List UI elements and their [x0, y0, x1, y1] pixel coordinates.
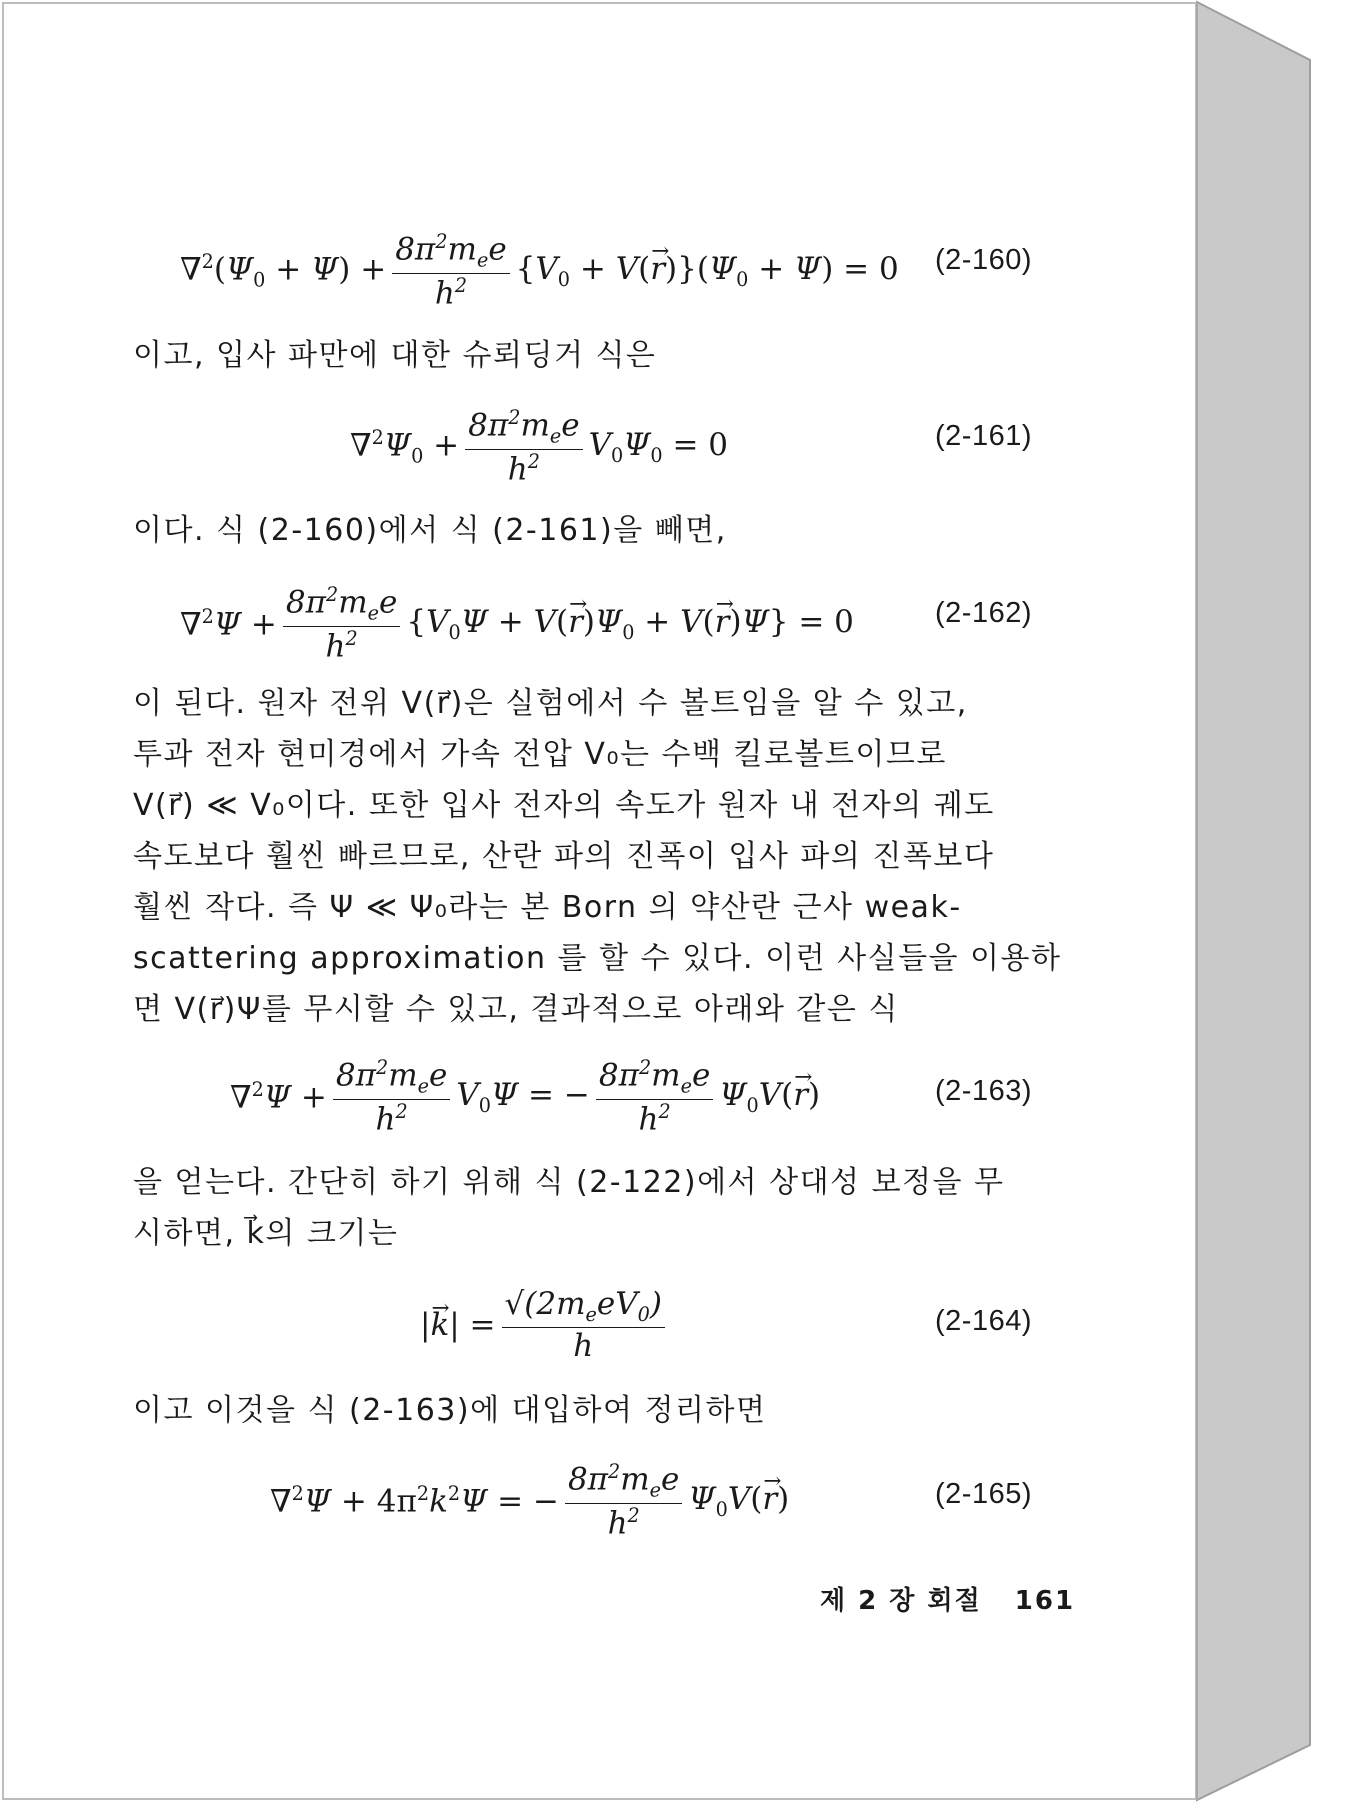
- paragraph: [133, 678, 1062, 1035]
- text-line: 투과 전자 현미경에서 가속 전압 V₀는 수백 킬로볼트이므로: [133, 737, 947, 772]
- paragraph: 이다. 식 (2-160)에서 식 (2-161)을 빼면,: [133, 513, 727, 548]
- equation-2-162: ∇$^2$Ψ + $\frac{8\pi^2m_ee}{h^2}$ $\{V_0\Psi + V(\to r)\Psi_0 + V(\to r)\Psi\} = 0$: [180, 585, 854, 663]
- text-line: V(r⃗) ≪ V₀이다. 또한 입사 전자의 속도가 원자 내 전자의 궤도: [133, 788, 995, 823]
- equation-number: (2-161): [935, 420, 1032, 452]
- equation-number: (2-160): [935, 244, 1032, 276]
- paragraph: [133, 1157, 1005, 1259]
- text-line: 시하면, k⃗의 크기는: [133, 1216, 399, 1251]
- text-line: 을 얻는다. 간단히 하기 위해 식 (2-122)에서 상대성 보정을 무: [133, 1165, 1005, 1200]
- text-line: scattering approximation 를 할 수 있다. 이런 사실들을 이용하: [133, 941, 1062, 976]
- equation-2-163: ∇$^2$Ψ + $\frac{8\pi^2m_ee}{h^2}$ $V_0\Psi$ = − $\frac{8\pi^2m_ee}{h^2}$ $\Psi_0V(\to r)$: [230, 1058, 820, 1136]
- text-line: 이 된다. 원자 전위 V(r⃗)은 실험에서 수 볼트임을 알 수 있고,: [133, 686, 968, 721]
- text-line: 면 V(r⃗)Ψ를 무시할 수 있고, 결과적으로 아래와 같은 식: [133, 992, 899, 1027]
- equation-2-161: $\nabla^2\Psi_0$ + $\frac{8\pi^2m_ee}{h^2}$ $V_0\Psi_0 = 0$: [350, 406, 729, 488]
- equation-number: (2-164): [935, 1305, 1032, 1337]
- equation-2-165: $\nabla^2\Psi + 4\pi^2k^2\Psi$ = − $\frac{8\pi^2m_ee}{h^2}$ $\Psi_0V(\to r)$: [270, 1462, 789, 1540]
- paragraph: 이고, 입사 파만에 대한 슈뢰딩거 식은: [133, 338, 657, 373]
- equation-number: (2-162): [935, 597, 1032, 629]
- equation-number: (2-163): [935, 1075, 1032, 1107]
- page-footer: [820, 1580, 1075, 1617]
- equation-2-160: $\nabla^2(\Psi_0 + \Psi)$ + $\frac{8\pi^2m_ee}{h^2}$ $\{V_0 + V(\to r)\}(\Psi_0 + \Psi) = 0$: [180, 232, 899, 310]
- equation-2-164: |→ k| = $\frac{√(2m_eeV_0)}{h}$: [420, 1288, 671, 1363]
- chapter-title: 제 2 장 회절: [820, 1586, 982, 1616]
- page-number: 161: [1014, 1586, 1076, 1616]
- text-line: 속도보다 훨씬 빠르므로, 산란 파의 진폭이 입사 파의 진폭보다: [133, 839, 995, 874]
- paragraph: 이고 이것을 식 (2-163)에 대입하여 정리하면: [133, 1393, 767, 1428]
- equation-number: (2-165): [935, 1478, 1032, 1510]
- text-line: 훨씬 작다. 즉 Ψ ≪ Ψ₀라는 본 Born 의 약산란 근사 weak-: [133, 890, 962, 925]
